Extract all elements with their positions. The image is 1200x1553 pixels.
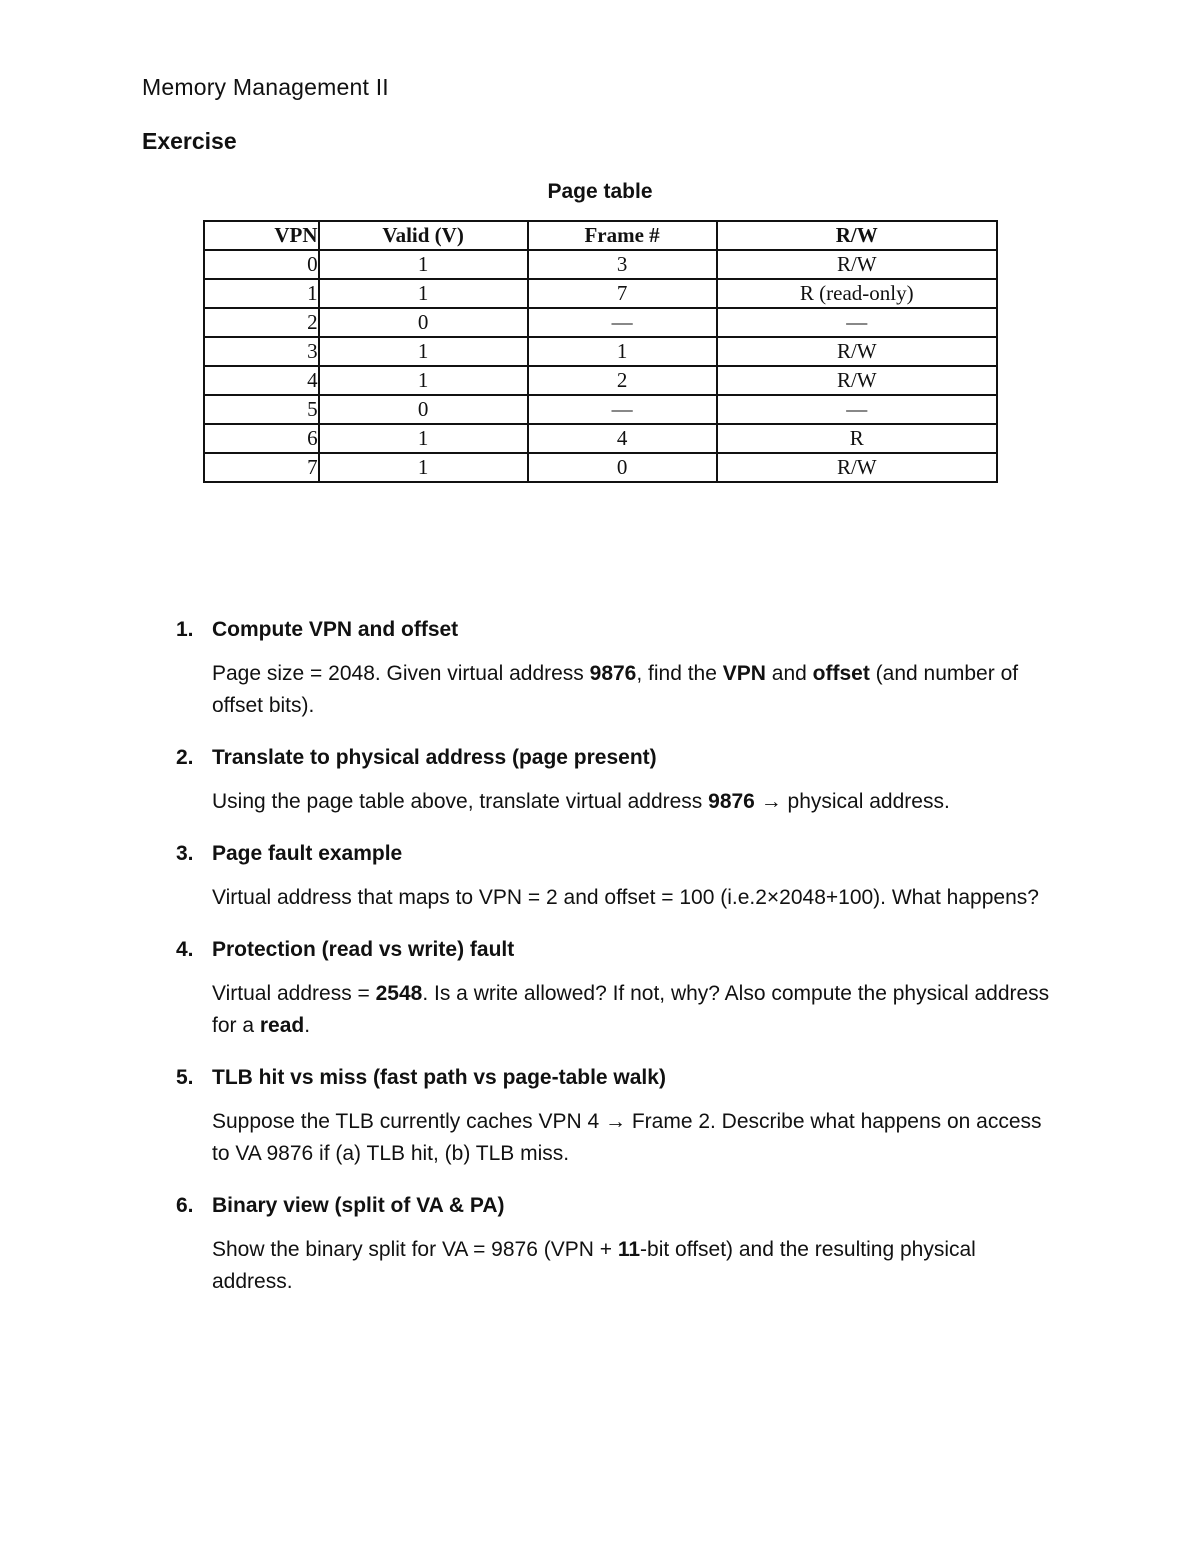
question-heading <box>176 1062 1076 1094</box>
question-emphasis: VPN <box>722 662 766 685</box>
question-item <box>176 1062 1076 1170</box>
question-number: 2. <box>176 746 194 769</box>
frame-cell: 2 <box>528 366 717 395</box>
question-item <box>176 838 1076 914</box>
table-header-row <box>204 221 997 250</box>
question-item <box>176 934 1076 1042</box>
question-emphasis: read <box>259 1014 305 1037</box>
question-text: Virtual address = <box>212 982 376 1005</box>
valid-cell: 1 <box>319 250 528 279</box>
rw-cell: R/W <box>717 250 997 279</box>
question-emphasis: 9876 <box>589 662 637 685</box>
table-row <box>204 424 997 453</box>
frame-cell: 4 <box>528 424 717 453</box>
frame-cell: — <box>528 395 717 424</box>
rw-cell: R (read-only) <box>717 279 997 308</box>
vpn-cell: 1 <box>204 279 319 308</box>
vpn-cell: 0 <box>204 250 319 279</box>
vpn-cell: 6 <box>204 424 319 453</box>
question-body <box>212 1234 1057 1298</box>
vpn-cell: 5 <box>204 395 319 424</box>
table-body <box>204 250 997 482</box>
table-row <box>204 366 997 395</box>
valid-cell: 1 <box>319 453 528 482</box>
question-body <box>212 658 1057 722</box>
question-text: and <box>765 662 813 685</box>
valid-cell: 0 <box>319 395 528 424</box>
question-emphasis: 9876 <box>708 790 755 813</box>
document-title: Memory Management II <box>142 74 389 100</box>
question-title: Page fault example <box>212 842 403 865</box>
vpn-cell: 4 <box>204 366 319 395</box>
question-number: 3. <box>176 842 194 865</box>
question-title: TLB hit vs miss (fast path vs page-table walk) <box>212 1066 666 1089</box>
frame-cell: — <box>528 308 717 337</box>
table-row <box>204 337 997 366</box>
question-heading <box>176 742 1076 774</box>
table-row <box>204 250 997 279</box>
rw-cell: — <box>717 308 997 337</box>
question-body <box>212 1106 1057 1170</box>
question-item <box>176 614 1076 722</box>
question-text: Virtual address that maps to VPN = 2 and offset = 100 (i.e.2×2048+100). What happens? <box>212 886 1039 909</box>
table-caption: Page table <box>547 180 653 203</box>
question-body <box>212 882 1057 914</box>
section-heading: Exercise <box>142 128 237 154</box>
column-header-rw: R/W <box>717 221 997 250</box>
question-text: . Is a write allowed? If not, why? Also compute the physical address for a <box>212 982 1050 1037</box>
question-number: 6. <box>176 1194 194 1217</box>
question-text: Page size = 2048. Given virtual address <box>212 662 590 685</box>
question-title: Translate to physical address (page present) <box>212 746 657 769</box>
question-text: -bit offset) and the resulting physical address. <box>212 1238 976 1293</box>
vpn-cell: 3 <box>204 337 319 366</box>
question-body <box>212 978 1057 1042</box>
question-heading <box>176 838 1076 870</box>
question-number: 1. <box>176 618 194 641</box>
question-number: 4. <box>176 938 194 961</box>
rw-cell: R <box>717 424 997 453</box>
valid-cell: 1 <box>319 424 528 453</box>
rw-cell: R/W <box>717 337 997 366</box>
rw-cell: R/W <box>717 453 997 482</box>
valid-cell: 1 <box>319 279 528 308</box>
question-title: Protection (read vs write) fault <box>212 938 515 961</box>
valid-cell: 1 <box>319 366 528 395</box>
question-emphasis: 11 <box>617 1238 641 1261</box>
frame-cell: 0 <box>528 453 717 482</box>
table-row <box>204 395 997 424</box>
vpn-cell: 7 <box>204 453 319 482</box>
table-row <box>204 279 997 308</box>
question-text: → physical address. <box>754 790 950 813</box>
valid-cell: 1 <box>319 337 528 366</box>
column-header-frame: Frame # <box>528 221 717 250</box>
question-text: (and number of offset bits). <box>212 662 1019 717</box>
question-item <box>176 1190 1076 1298</box>
question-body <box>212 786 1057 818</box>
question-title: Binary view (split of VA & PA) <box>212 1194 505 1217</box>
question-text: Using the page table above, translate virtual address <box>212 790 709 813</box>
question-text: Show the binary split for VA = 9876 (VPN + <box>212 1238 618 1261</box>
question-heading <box>176 614 1076 646</box>
question-heading <box>176 1190 1076 1222</box>
column-header-valid: Valid (V) <box>319 221 528 250</box>
table-row <box>204 453 997 482</box>
rw-cell: — <box>717 395 997 424</box>
vpn-cell: 2 <box>204 308 319 337</box>
question-number: 5. <box>176 1066 194 1089</box>
question-heading <box>176 934 1076 966</box>
question-text: Suppose the TLB currently caches VPN 4 → Frame 2. Describe what happens on access to VA 9876 if (a) TLB hit, (b) TLB miss. <box>212 1110 1042 1165</box>
valid-cell: 0 <box>319 308 528 337</box>
question-text: . <box>304 1014 311 1037</box>
table-row <box>204 308 997 337</box>
question-emphasis: offset <box>812 662 870 685</box>
frame-cell: 1 <box>528 337 717 366</box>
frame-cell: 7 <box>528 279 717 308</box>
question-text: , find the <box>636 662 723 685</box>
column-header-vpn: VPN <box>204 221 319 250</box>
rw-cell: R/W <box>717 366 997 395</box>
page-table <box>203 220 998 483</box>
question-title: Compute VPN and offset <box>212 618 459 641</box>
question-emphasis: 2548 <box>375 982 423 1005</box>
question-list <box>176 614 1076 1318</box>
question-item <box>176 742 1076 818</box>
frame-cell: 3 <box>528 250 717 279</box>
